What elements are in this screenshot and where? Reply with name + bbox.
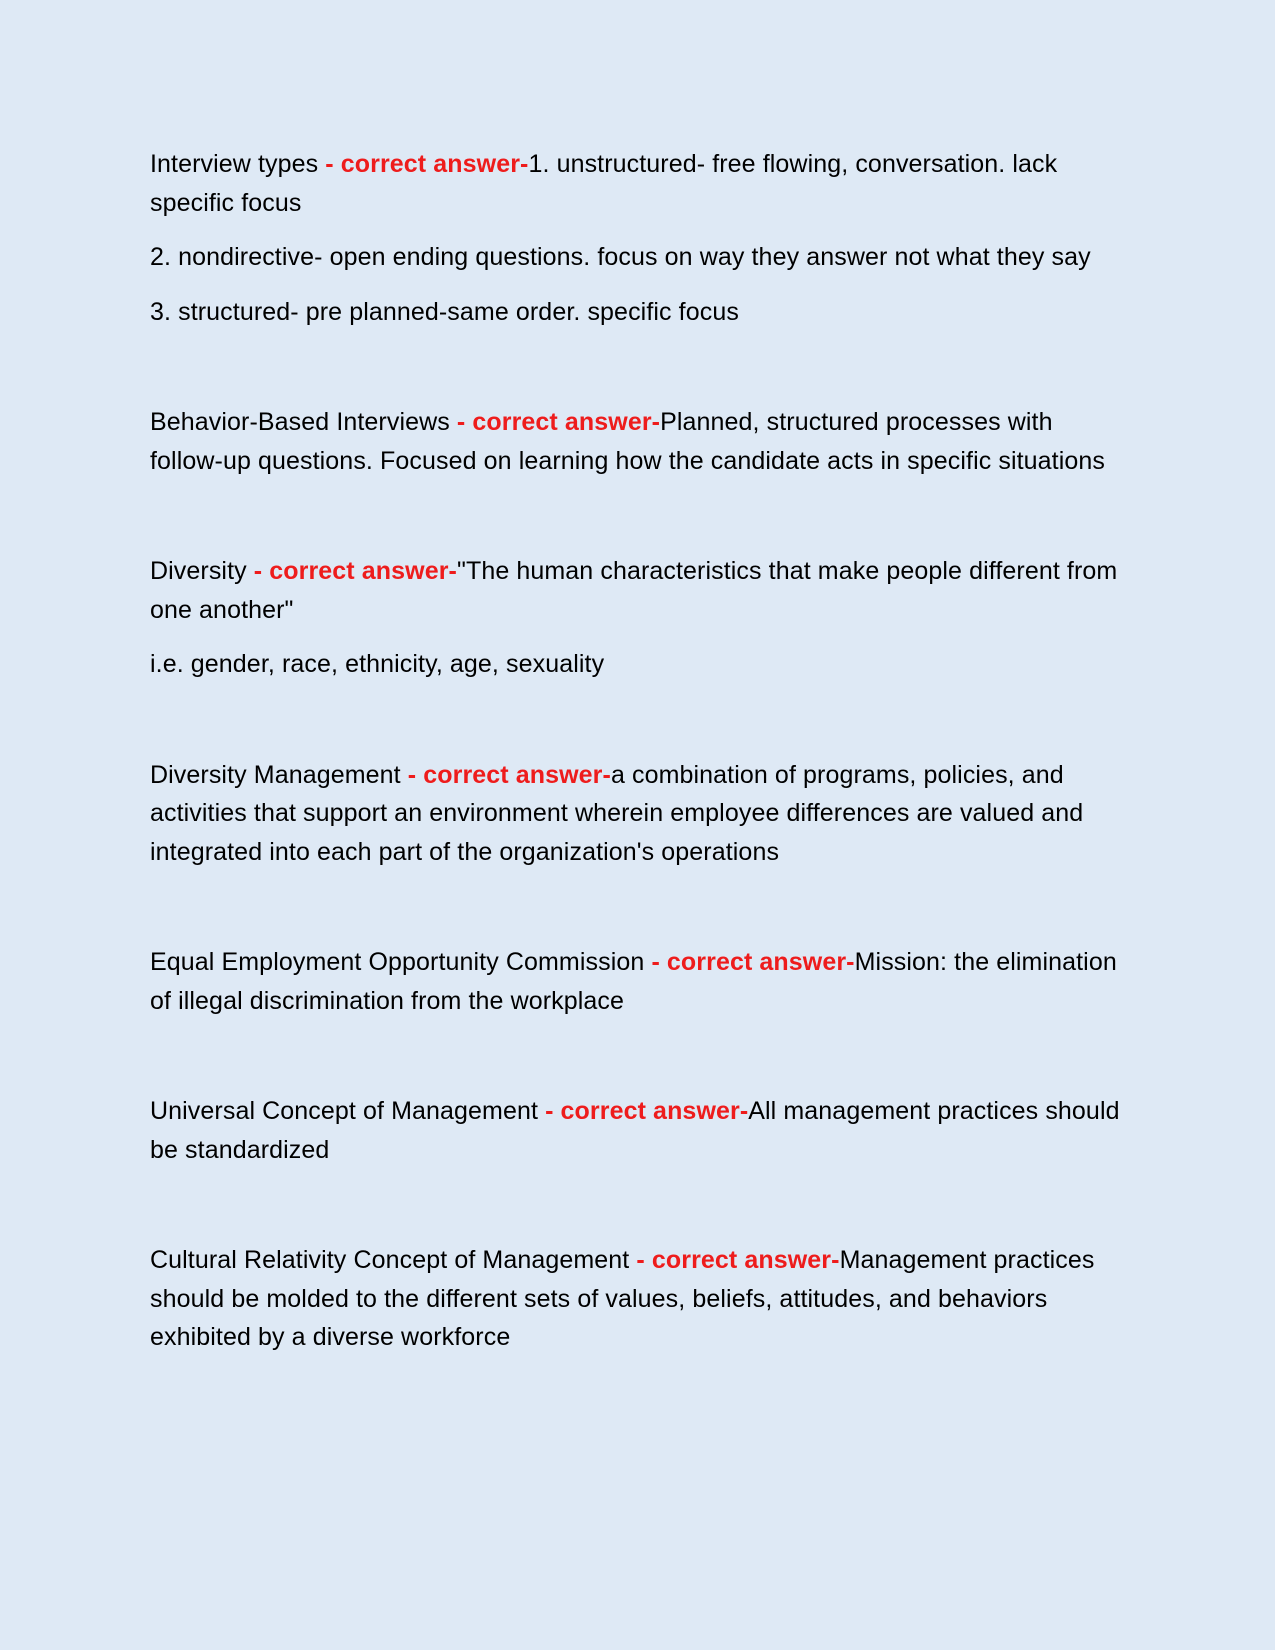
entry-answer: a combination of programs, policies, and activities that support an environment wherein employee differences are valued and integrated into each part of the organization's operations [150,760,1084,866]
entry-main-paragraph [150,403,1130,480]
entry-term: Interview types [150,150,326,178]
entry-diversity [150,552,1130,684]
entry-answer: "The human characteristics that make people different from one another" [150,557,1118,624]
entry-term: Diversity Management [150,760,408,789]
entry-spacer [150,887,1130,943]
entry-extra-paragraph: 3. structured- pre planned-same order. specific focus [150,297,739,326]
entry-answer: Planned, structured processes with follow-up questions. Focused on learning how the candidate acts in specific situations [150,408,1105,475]
entry-spacer [150,496,1130,552]
entry-answer: Management practices should be molded to the different sets of values, beliefs, attitudes, and behaviors exhibited by a diverse workforce [150,1246,1095,1351]
entry-answer: Mission: the elimination of illegal discrimination from the workplace [150,948,1117,1015]
correct-answer-separator: - correct answer- [636,1246,840,1274]
entry-main-paragraph [150,1092,1130,1169]
entry-behavior-based-interviews [150,403,1130,480]
correct-answer-separator: - correct answer- [325,150,529,178]
correct-answer-separator: - correct answer- [651,948,855,976]
entry-main-paragraph [150,1241,1130,1357]
entry-term: Behavior-Based Interviews [150,408,457,436]
correct-answer-separator: - correct answer- [253,557,457,585]
entry-term: Equal Employment Opportunity Commission [150,948,652,976]
entry-extra-paragraph: 2. nondirective- open ending questions. focus on way they answer not what they say [150,243,1091,271]
entry-cultural-relativity-concept [150,1241,1130,1357]
entry-spacer [150,1036,1130,1092]
entry-eeoc [150,943,1130,1020]
correct-answer-separator: - correct answer- [456,408,661,436]
entry-main-paragraph [150,756,1130,872]
entry-answer: All management practices should be standardized [150,1097,1120,1164]
correct-answer-separator: - correct answer- [407,760,611,789]
entry-term: Cultural Relativity Concept of Management [150,1246,637,1274]
entry-term: Universal Concept of Management [150,1097,546,1125]
entry-spacer [150,1185,1130,1241]
entry-main-paragraph [150,552,1130,629]
entry-answer: 1. unstructured- free flowing, conversation. lack specific focus [150,150,1058,217]
entry-diversity-management [150,756,1130,872]
entry-main-paragraph [150,145,1130,222]
entry-extra-paragraph: i.e. gender, race, ethnicity, age, sexuality [150,650,605,678]
entry-universal-concept [150,1092,1130,1169]
entry-main-paragraph [150,943,1130,1020]
entry-term: Diversity [150,557,254,585]
entry-spacer [150,347,1130,403]
entry-interview-types [150,145,1130,331]
document-page [150,145,1130,1373]
correct-answer-separator: - correct answer- [545,1097,749,1125]
entry-spacer [150,700,1130,756]
